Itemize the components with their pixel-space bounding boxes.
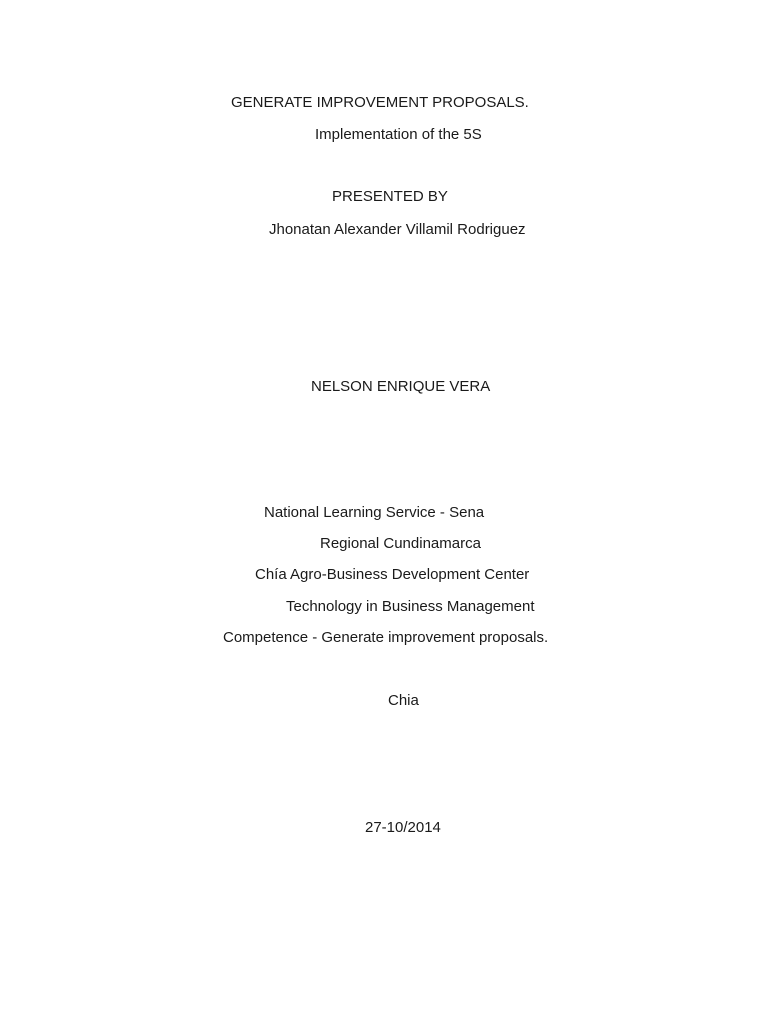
document-title: GENERATE IMPROVEMENT PROPOSALS. (231, 94, 529, 111)
city-name: Chia (388, 692, 419, 709)
institution-name: National Learning Service - Sena (264, 504, 485, 521)
presented-by-label: PRESENTED BY (332, 188, 448, 205)
competence-text: Competence - Generate improvement proposals. (223, 629, 549, 646)
document-date: 27-10/2014 (365, 819, 441, 836)
instructor-name: NELSON ENRIQUE VERA (311, 378, 491, 395)
center-name: Chía Agro-Business Development Center (255, 566, 530, 583)
program-name: Technology in Business Management (286, 598, 535, 615)
regional-name: Regional Cundinamarca (320, 535, 481, 552)
document-subtitle: Implementation of the 5S (315, 126, 482, 143)
author-name: Jhonatan Alexander Villamil Rodriguez (269, 221, 526, 238)
